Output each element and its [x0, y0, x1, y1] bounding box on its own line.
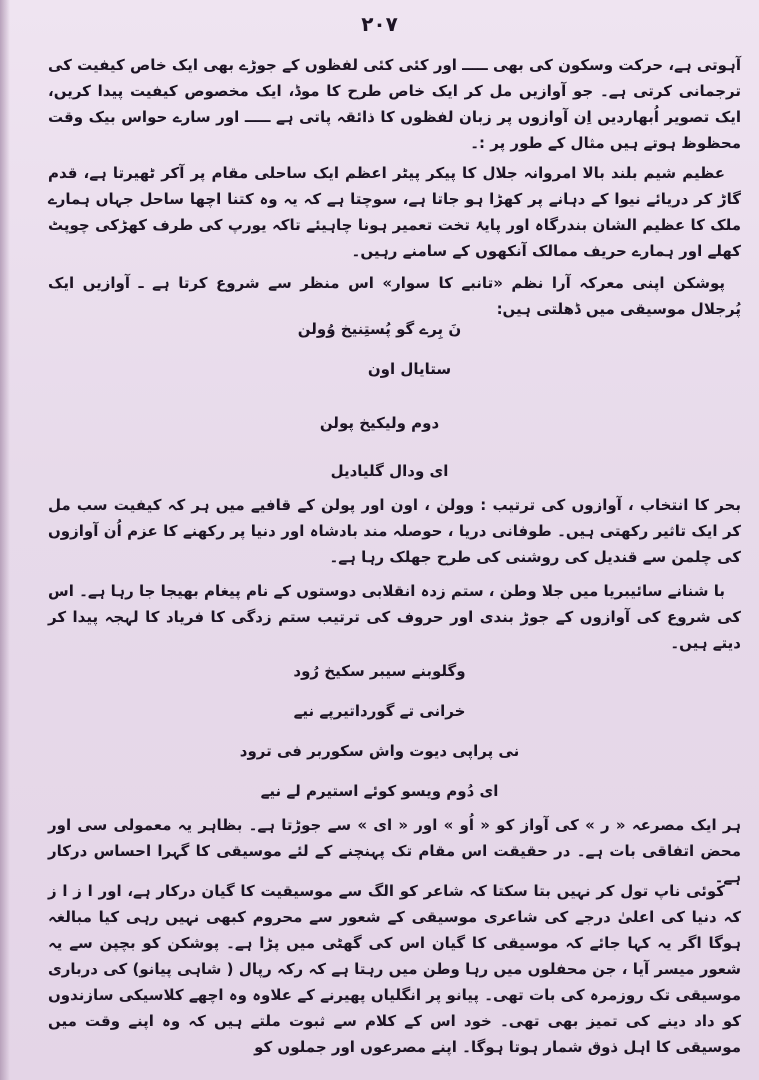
page-edge-shadow — [0, 0, 10, 1080]
verse-2-line-3: نی پراپی دیوت واش سکوربر فی ترود — [239, 742, 520, 760]
page-number: ۲۰۷ — [361, 12, 398, 36]
paragraph-5: با شنانے سائیبریا میں جلا وطن ، ستم زدہ انقلابی دوستوں کے نام پیغام بھیجا جا رہا ہے۔ اس کی شروع کی آوازوں کے جوڑ بندی اور حروف کی ترتیب ستم زدگی کا فریاد کا لہجہ پیدا کر دیتے ہیں۔ — [48, 582, 741, 652]
verse-1-line-1: نَ بِرے گو پُستِنیخ وُولن — [297, 320, 462, 338]
paragraph-7: کوئی ناپ تول کر نہیں بتا سکتا کہ شاعر کو الگ سے موسیقیت کا گیان درکار ہے، اور ا ز ا ز کہ دنیا کی اعلیٰ درجے کی شاعری موسیقی کے شعور سے محروم کبھی نہیں رہی کیا مبالغہ ہوگا اگر یہ کہا جائے کہ موسیقی کا گیان اس کی گھٹی میں پڑا ہے۔ پوشکن کو بچپن سے یہ شعور میسر آیا ، جن محفلوں میں رہا وطن میں رہتا ہے کہ رکہ رپال ( شاہی پیانو) کی درباری موسیقی تک روزمرہ کی بات تھی۔ پیانو پر انگلیاں پھیرنے کے علاوہ وہ اچھے کلاسیکی سازندوں کو داد دینے کی تمیز بھی تھی۔ خود اس کے کلام سے ثبوت ملتے ہیں کہ وہ اپنے وقت میں موسیقی کا اہل ذوق شمار ہوتا ہوگا۔ اپنے مصرعوں اور جملوں کو — [48, 882, 741, 1056]
verse-2-line-2: خرانی تے گورداتیرپے نیے — [293, 702, 466, 720]
verse-1-line-3: دوم ولیکیخ پولن — [319, 414, 440, 432]
paragraph-2: عظیم شیم بلند بالا امروانہ جلال کا پیکر پیٹر اعظم ایک ساحلی مقام پر آکر ٹھیرتا ہے، قدم گاڑ کر دریائے نیوا کے دہانے پر کھڑا ہو جاتا ہے، سوچتا ہے کہ یہ وہ کتنا اچھا ساحل جہاں ہمارے ملک کا عظیم الشان بندرگاہ اور پایۂ تخت تعمیر ہونا چاہیئے تاکہ یورپ کی طرف کھڑکی چوپٹ کھلے اور ہمارے حریف ممالک آنکھوں کے سامنے رہیں۔ — [48, 164, 741, 260]
paragraph-1: آہوتی ہے، حرکت وسکون کی بھی ـــــ اور کئی کئی لفظوں کے جوڑے بھی ایک خاص کیفیت کی ترجمانی کرتی ہے۔ جو آوازیں مل کر ایک خاص طرح کا موڈ، ایک مخصوص کیفیت پیدا کریں، ایک تصویر اُبھاردیں اِن آوازوں پر زبان لفظوں کا ذائقہ پاتی ہے ـــــ اور سارے حواس بیک وقت محظوظ ہوتے ہیں مثال کے طور پر :۔ — [48, 56, 741, 152]
paragraph-6: ہر ایک مصرعہ « ر » کی آواز کو « اُو » اور « ای » سے جوڑتا ہے۔ بظاہر یہ معمولی سی اور محض اتفاقی بات ہے۔ در حقیقت اس مقام تک پہنچنے کے لئے موسیقی کا گہرا احساس درکار ہے۔ — [48, 816, 741, 886]
verse-2-line-4: ای دُوم ویسو کوئے استیرم لے نیے — [260, 782, 499, 800]
verse-1-line-2: ستایال اون — [367, 360, 452, 378]
verse-2-line-1: وگلوبنے سیبر سکیخ رُود — [293, 662, 466, 680]
paragraph-3: پوشکن اپنی معرکہ آرا نظم «تانبے کا سوار» اس منظر سے شروع کرتا ہے ـ آوازیں ایک پُرجلال موسیقی میں ڈھلتی ہیں: — [48, 274, 741, 318]
paragraph-4: بحر کا انتخاب ، آوازوں کی ترتیب : وولن ، اون اور پولن کے قافیے میں ہر کہ کیفیت سب مل کر ایک تاثیر رکھتی ہیں۔ طوفانی دریا ، حوصلہ مند بادشاہ اور دنیا پر رکھنے کا عزم اُن آوازوں کی چلمن سے قندیل کی روشنی کی طرح جھلک رہا ہے۔ — [48, 496, 741, 566]
verse-1-line-4: ای ودال گلیادیل — [330, 462, 449, 480]
